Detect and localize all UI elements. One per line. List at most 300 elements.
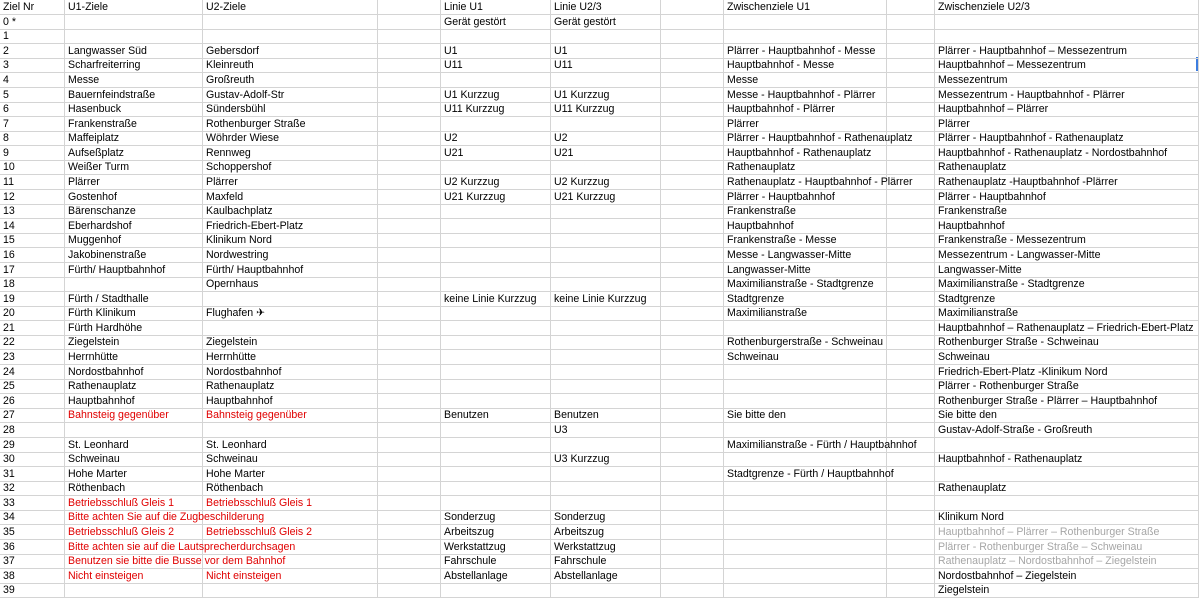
- cell-zwischenziel-u23[interactable]: Messezentrum - Langwasser-Mitte: [935, 248, 1199, 263]
- cell-u1-ziel[interactable]: Langwasser Süd: [65, 44, 203, 59]
- cell-empty[interactable]: [887, 277, 935, 292]
- cell-empty[interactable]: [378, 350, 441, 365]
- cell-linie-u1[interactable]: [441, 583, 551, 598]
- cell-u1-ziel[interactable]: Nordostbahnhof: [65, 365, 203, 380]
- cell-empty[interactable]: [887, 263, 935, 278]
- cell-empty[interactable]: [378, 44, 441, 59]
- cell-ziel-nr[interactable]: 25: [0, 379, 65, 394]
- cell-empty[interactable]: [661, 88, 724, 103]
- cell-linie-u1[interactable]: [441, 219, 551, 234]
- cell-linie-u23[interactable]: U1 Kurzzug: [551, 88, 661, 103]
- cell-linie-u23[interactable]: [551, 277, 661, 292]
- cell-u2-ziel[interactable]: Friedrich-Ebert-Platz: [203, 219, 378, 234]
- cell-u1-ziel[interactable]: Benutzen sie bitte die Busse vor dem Bahnhof: [65, 554, 203, 569]
- header-cell[interactable]: Linie U1: [441, 0, 551, 15]
- cell-empty[interactable]: [661, 510, 724, 525]
- cell-zwischenziel-u23[interactable]: Ziegelstein: [935, 583, 1199, 598]
- cell-empty[interactable]: [378, 510, 441, 525]
- cell-linie-u1[interactable]: [441, 452, 551, 467]
- cell-u1-ziel[interactable]: Bitte achten sie auf die Lautsprecherdurchsagen: [65, 540, 203, 555]
- cell-zwischenziel-u1[interactable]: Hauptbahnhof - Plärrer: [724, 102, 887, 117]
- cell-zwischenziel-u1[interactable]: [724, 481, 887, 496]
- cell-ziel-nr[interactable]: 0 *: [0, 15, 65, 30]
- cell-empty[interactable]: [661, 204, 724, 219]
- cell-u2-ziel[interactable]: [203, 29, 378, 44]
- cell-ziel-nr[interactable]: 3: [0, 58, 65, 73]
- header-cell[interactable]: [378, 0, 441, 15]
- cell-empty[interactable]: [887, 540, 935, 555]
- cell-empty[interactable]: [887, 569, 935, 584]
- cell-empty[interactable]: [378, 365, 441, 380]
- cell-linie-u1[interactable]: [441, 394, 551, 409]
- cell-empty[interactable]: [378, 540, 441, 555]
- cell-u1-ziel[interactable]: Fürth/ Hauptbahnhof: [65, 263, 203, 278]
- cell-empty[interactable]: [661, 350, 724, 365]
- cell-linie-u1[interactable]: [441, 467, 551, 482]
- cell-empty[interactable]: [378, 88, 441, 103]
- cell-empty[interactable]: [661, 321, 724, 336]
- cell-u1-ziel[interactable]: [65, 277, 203, 292]
- cell-u2-ziel[interactable]: Wöhrder Wiese: [203, 131, 378, 146]
- cell-zwischenziel-u1[interactable]: [724, 394, 887, 409]
- cell-empty[interactable]: [661, 365, 724, 380]
- cell-empty[interactable]: [887, 233, 935, 248]
- cell-u1-ziel[interactable]: Weißer Turm: [65, 160, 203, 175]
- cell-zwischenziel-u23[interactable]: [935, 15, 1199, 30]
- cell-empty[interactable]: [887, 146, 935, 161]
- cell-empty[interactable]: [887, 73, 935, 88]
- cell-u2-ziel[interactable]: Flughafen ✈: [203, 306, 378, 321]
- cell-linie-u23[interactable]: U1: [551, 44, 661, 59]
- cell-u2-ziel[interactable]: Röthenbach: [203, 481, 378, 496]
- cell-empty[interactable]: [661, 102, 724, 117]
- cell-zwischenziel-u23[interactable]: Friedrich-Ebert-Platz -Klinikum Nord: [935, 365, 1199, 380]
- cell-empty[interactable]: [661, 540, 724, 555]
- cell-ziel-nr[interactable]: 24: [0, 365, 65, 380]
- cell-linie-u1[interactable]: Sonderzug: [441, 510, 551, 525]
- cell-empty[interactable]: [887, 321, 935, 336]
- cell-linie-u1[interactable]: [441, 248, 551, 263]
- cell-zwischenziel-u1[interactable]: [724, 29, 887, 44]
- cell-zwischenziel-u23[interactable]: Langwasser-Mitte: [935, 263, 1199, 278]
- cell-empty[interactable]: [887, 350, 935, 365]
- cell-zwischenziel-u1[interactable]: Messe - Hauptbahnhof - Plärrer: [724, 88, 887, 103]
- cell-linie-u1[interactable]: U1 Kurzzug: [441, 88, 551, 103]
- cell-zwischenziel-u23[interactable]: Rothenburger Straße - Plärrer – Hauptbahnhof: [935, 394, 1199, 409]
- cell-u1-ziel[interactable]: Maffeiplatz: [65, 131, 203, 146]
- cell-ziel-nr[interactable]: 17: [0, 263, 65, 278]
- cell-ziel-nr[interactable]: 13: [0, 204, 65, 219]
- cell-empty[interactable]: [887, 204, 935, 219]
- cell-u1-ziel[interactable]: Betriebsschluß Gleis 1: [65, 496, 203, 511]
- cell-linie-u23[interactable]: [551, 233, 661, 248]
- cell-u2-ziel[interactable]: Fürth/ Hauptbahnhof: [203, 263, 378, 278]
- cell-empty[interactable]: [661, 554, 724, 569]
- cell-zwischenziel-u1[interactable]: Plärrer - Hauptbahnhof - Messe: [724, 44, 887, 59]
- cell-linie-u1[interactable]: U1: [441, 44, 551, 59]
- cell-linie-u23[interactable]: [551, 73, 661, 88]
- cell-linie-u1[interactable]: [441, 365, 551, 380]
- header-cell[interactable]: [661, 0, 724, 15]
- cell-u2-ziel[interactable]: [203, 583, 378, 598]
- cell-linie-u1[interactable]: [441, 306, 551, 321]
- cell-linie-u23[interactable]: [551, 481, 661, 496]
- cell-zwischenziel-u1[interactable]: Rathenauplatz - Hauptbahnhof - Plärrer: [724, 175, 887, 190]
- cell-linie-u1[interactable]: [441, 335, 551, 350]
- cell-zwischenziel-u23[interactable]: Frankenstraße: [935, 204, 1199, 219]
- cell-zwischenziel-u1[interactable]: Hauptbahnhof: [724, 219, 887, 234]
- cell-ziel-nr[interactable]: 4: [0, 73, 65, 88]
- cell-u2-ziel[interactable]: Rathenauplatz: [203, 379, 378, 394]
- cell-linie-u23[interactable]: [551, 263, 661, 278]
- cell-empty[interactable]: [661, 219, 724, 234]
- cell-empty[interactable]: [887, 467, 935, 482]
- cell-empty[interactable]: [661, 481, 724, 496]
- cell-empty[interactable]: [887, 58, 935, 73]
- cell-zwischenziel-u23[interactable]: Maximilianstraße: [935, 306, 1199, 321]
- cell-zwischenziel-u1[interactable]: [724, 496, 887, 511]
- cell-empty[interactable]: [661, 423, 724, 438]
- cell-linie-u23[interactable]: [551, 248, 661, 263]
- cell-zwischenziel-u1[interactable]: [724, 321, 887, 336]
- cell-u1-ziel[interactable]: Bauernfeindstraße: [65, 88, 203, 103]
- cell-linie-u1[interactable]: Abstellanlage: [441, 569, 551, 584]
- cell-empty[interactable]: [887, 379, 935, 394]
- cell-zwischenziel-u23[interactable]: Plärrer - Rothenburger Straße: [935, 379, 1199, 394]
- cell-zwischenziel-u1[interactable]: [724, 525, 887, 540]
- cell-u2-ziel[interactable]: [203, 423, 378, 438]
- cell-linie-u23[interactable]: U21 Kurzzug: [551, 190, 661, 205]
- cell-empty[interactable]: [661, 117, 724, 132]
- cell-u2-ziel[interactable]: Hohe Marter: [203, 467, 378, 482]
- cell-empty[interactable]: [661, 306, 724, 321]
- cell-empty[interactable]: [887, 423, 935, 438]
- cell-ziel-nr[interactable]: 15: [0, 233, 65, 248]
- cell-zwischenziel-u1[interactable]: Maximilianstraße - Fürth / Hauptbahnhof: [724, 438, 887, 453]
- cell-u2-ziel[interactable]: Nordwestring: [203, 248, 378, 263]
- cell-linie-u1[interactable]: [441, 321, 551, 336]
- cell-empty[interactable]: [378, 321, 441, 336]
- cell-zwischenziel-u23[interactable]: Klinikum Nord: [935, 510, 1199, 525]
- cell-linie-u1[interactable]: Benutzen: [441, 408, 551, 423]
- cell-zwischenziel-u1[interactable]: Plärrer: [724, 117, 887, 132]
- cell-empty[interactable]: [378, 452, 441, 467]
- cell-linie-u23[interactable]: U11: [551, 58, 661, 73]
- cell-empty[interactable]: [887, 583, 935, 598]
- cell-empty[interactable]: [378, 73, 441, 88]
- cell-empty[interactable]: [378, 117, 441, 132]
- cell-u1-ziel[interactable]: Messe: [65, 73, 203, 88]
- cell-linie-u23[interactable]: U11 Kurzzug: [551, 102, 661, 117]
- cell-u2-ziel[interactable]: [203, 15, 378, 30]
- cell-empty[interactable]: [887, 248, 935, 263]
- cell-empty[interactable]: [661, 58, 724, 73]
- cell-empty[interactable]: [887, 525, 935, 540]
- cell-ziel-nr[interactable]: 37: [0, 554, 65, 569]
- cell-empty[interactable]: [378, 15, 441, 30]
- cell-zwischenziel-u23[interactable]: [935, 438, 1199, 453]
- cell-linie-u23[interactable]: Abstellanlage: [551, 569, 661, 584]
- cell-empty[interactable]: [378, 335, 441, 350]
- cell-linie-u1[interactable]: keine Linie Kurzzug: [441, 292, 551, 307]
- cell-empty[interactable]: [887, 452, 935, 467]
- cell-ziel-nr[interactable]: 18: [0, 277, 65, 292]
- cell-empty[interactable]: [887, 102, 935, 117]
- cell-ziel-nr[interactable]: 33: [0, 496, 65, 511]
- cell-empty[interactable]: [887, 292, 935, 307]
- cell-u1-ziel[interactable]: Eberhardshof: [65, 219, 203, 234]
- cell-empty[interactable]: [887, 554, 935, 569]
- cell-u2-ziel[interactable]: Gebersdorf: [203, 44, 378, 59]
- cell-zwischenziel-u1[interactable]: [724, 540, 887, 555]
- cell-empty[interactable]: [378, 190, 441, 205]
- cell-u2-ziel[interactable]: Sündersbühl: [203, 102, 378, 117]
- cell-linie-u1[interactable]: U21: [441, 146, 551, 161]
- cell-u2-ziel[interactable]: Herrnhütte: [203, 350, 378, 365]
- cell-u1-ziel[interactable]: Plärrer: [65, 175, 203, 190]
- cell-linie-u1[interactable]: Fahrschule: [441, 554, 551, 569]
- cell-u2-ziel[interactable]: Bahnsteig gegenüber: [203, 408, 378, 423]
- cell-empty[interactable]: [378, 29, 441, 44]
- cell-u1-ziel[interactable]: Hasenbuck: [65, 102, 203, 117]
- cell-ziel-nr[interactable]: 8: [0, 131, 65, 146]
- cell-empty[interactable]: [887, 190, 935, 205]
- cell-zwischenziel-u23[interactable]: [935, 29, 1199, 44]
- cell-zwischenziel-u23[interactable]: Hauptbahnhof: [935, 219, 1199, 234]
- cell-ziel-nr[interactable]: 14: [0, 219, 65, 234]
- cell-linie-u23[interactable]: [551, 335, 661, 350]
- cell-empty[interactable]: [661, 131, 724, 146]
- cell-linie-u23[interactable]: [551, 29, 661, 44]
- cell-linie-u23[interactable]: [551, 160, 661, 175]
- cell-u2-ziel[interactable]: Schoppershof: [203, 160, 378, 175]
- cell-zwischenziel-u1[interactable]: Frankenstraße - Messe: [724, 233, 887, 248]
- cell-zwischenziel-u23[interactable]: Rathenauplatz: [935, 160, 1199, 175]
- cell-empty[interactable]: [661, 467, 724, 482]
- cell-zwischenziel-u1[interactable]: Hauptbahnhof - Messe: [724, 58, 887, 73]
- cell-empty[interactable]: [887, 15, 935, 30]
- cell-zwischenziel-u1[interactable]: [724, 365, 887, 380]
- cell-zwischenziel-u1[interactable]: Rothenburgerstraße - Schweinau: [724, 335, 887, 350]
- cell-empty[interactable]: [661, 233, 724, 248]
- cell-linie-u23[interactable]: keine Linie Kurzzug: [551, 292, 661, 307]
- cell-zwischenziel-u1[interactable]: [724, 554, 887, 569]
- cell-empty[interactable]: [378, 438, 441, 453]
- cell-linie-u23[interactable]: [551, 394, 661, 409]
- cell-empty[interactable]: [378, 102, 441, 117]
- cell-ziel-nr[interactable]: 36: [0, 540, 65, 555]
- cell-u1-ziel[interactable]: Nicht einsteigen: [65, 569, 203, 584]
- cell-ziel-nr[interactable]: 5: [0, 88, 65, 103]
- cell-zwischenziel-u1[interactable]: [724, 569, 887, 584]
- cell-zwischenziel-u1[interactable]: [724, 452, 887, 467]
- cell-zwischenziel-u23[interactable]: Stadtgrenze: [935, 292, 1199, 307]
- cell-ziel-nr[interactable]: 2: [0, 44, 65, 59]
- cell-u1-ziel[interactable]: Herrnhütte: [65, 350, 203, 365]
- cell-empty[interactable]: [378, 408, 441, 423]
- cell-empty[interactable]: [887, 335, 935, 350]
- cell-u1-ziel[interactable]: Bitte achten Sie auf die Zugbeschilderung: [65, 510, 203, 525]
- cell-empty[interactable]: [661, 146, 724, 161]
- cell-u1-ziel[interactable]: [65, 423, 203, 438]
- cell-empty[interactable]: [661, 335, 724, 350]
- cell-empty[interactable]: [887, 44, 935, 59]
- cell-linie-u1[interactable]: [441, 481, 551, 496]
- cell-zwischenziel-u1[interactable]: Hauptbahnhof - Rathenauplatz: [724, 146, 887, 161]
- cell-empty[interactable]: [661, 15, 724, 30]
- cell-empty[interactable]: [378, 554, 441, 569]
- cell-ziel-nr[interactable]: 1: [0, 29, 65, 44]
- cell-ziel-nr[interactable]: 23: [0, 350, 65, 365]
- cell-linie-u1[interactable]: Werkstattzug: [441, 540, 551, 555]
- header-cell[interactable]: Ziel Nr: [0, 0, 65, 15]
- cell-zwischenziel-u23[interactable]: Frankenstraße - Messezentrum: [935, 233, 1199, 248]
- cell-u2-ziel[interactable]: Maxfeld: [203, 190, 378, 205]
- cell-u1-ziel[interactable]: Bärenschanze: [65, 204, 203, 219]
- cell-zwischenziel-u1[interactable]: Sie bitte den: [724, 408, 887, 423]
- cell-u1-ziel[interactable]: [65, 583, 203, 598]
- cell-zwischenziel-u23[interactable]: Plärrer - Hauptbahnhof - Rathenauplatz: [935, 131, 1199, 146]
- cell-empty[interactable]: [661, 29, 724, 44]
- cell-u2-ziel[interactable]: Nordostbahnhof: [203, 365, 378, 380]
- cell-linie-u23[interactable]: Sonderzug: [551, 510, 661, 525]
- cell-empty[interactable]: [661, 277, 724, 292]
- cell-empty[interactable]: [661, 263, 724, 278]
- cell-u1-ziel[interactable]: Gostenhof: [65, 190, 203, 205]
- cell-u1-ziel[interactable]: Fürth / Stadthalle: [65, 292, 203, 307]
- cell-ziel-nr[interactable]: 12: [0, 190, 65, 205]
- cell-empty[interactable]: [661, 452, 724, 467]
- cell-linie-u1[interactable]: Arbeitszug: [441, 525, 551, 540]
- cell-linie-u23[interactable]: U2 Kurzzug: [551, 175, 661, 190]
- cell-empty[interactable]: [661, 496, 724, 511]
- cell-u2-ziel[interactable]: Betriebsschluß Gleis 2: [203, 525, 378, 540]
- cell-u1-ziel[interactable]: Frankenstraße: [65, 117, 203, 132]
- cell-linie-u1[interactable]: U2: [441, 131, 551, 146]
- cell-u1-ziel[interactable]: Jakobinenstraße: [65, 248, 203, 263]
- cell-zwischenziel-u1[interactable]: Maximilianstraße - Stadtgrenze: [724, 277, 887, 292]
- cell-empty[interactable]: [378, 219, 441, 234]
- header-cell[interactable]: U2-Ziele: [203, 0, 378, 15]
- cell-u1-ziel[interactable]: [65, 29, 203, 44]
- cell-u2-ziel[interactable]: Kleinreuth: [203, 58, 378, 73]
- cell-zwischenziel-u23[interactable]: Gustav-Adolf-Straße - Großreuth: [935, 423, 1199, 438]
- cell-linie-u1[interactable]: U11 Kurzzug: [441, 102, 551, 117]
- cell-linie-u1[interactable]: [441, 423, 551, 438]
- cell-empty[interactable]: [378, 496, 441, 511]
- cell-empty[interactable]: [378, 481, 441, 496]
- cell-u1-ziel[interactable]: Fürth Klinikum: [65, 306, 203, 321]
- cell-empty[interactable]: [661, 44, 724, 59]
- cell-linie-u23[interactable]: Werkstattzug: [551, 540, 661, 555]
- cell-zwischenziel-u23[interactable]: Hauptbahnhof - Rathenauplatz - Nordostbahnhof: [935, 146, 1199, 161]
- cell-zwischenziel-u1[interactable]: [724, 379, 887, 394]
- cell-u2-ziel[interactable]: Gustav-Adolf-Str: [203, 88, 378, 103]
- cell-empty[interactable]: [378, 525, 441, 540]
- cell-u2-ziel[interactable]: Ziegelstein: [203, 335, 378, 350]
- cell-linie-u1[interactable]: [441, 438, 551, 453]
- cell-ziel-nr[interactable]: 31: [0, 467, 65, 482]
- cell-empty[interactable]: [378, 467, 441, 482]
- cell-empty[interactable]: [661, 525, 724, 540]
- cell-linie-u1[interactable]: [441, 73, 551, 88]
- cell-linie-u23[interactable]: [551, 496, 661, 511]
- cell-zwischenziel-u23[interactable]: Schweinau: [935, 350, 1199, 365]
- header-cell[interactable]: [887, 0, 935, 15]
- cell-empty[interactable]: [378, 248, 441, 263]
- cell-empty[interactable]: [661, 73, 724, 88]
- cell-zwischenziel-u23[interactable]: Rathenauplatz: [935, 481, 1199, 496]
- cell-ziel-nr[interactable]: 10: [0, 160, 65, 175]
- cell-ziel-nr[interactable]: 9: [0, 146, 65, 161]
- cell-u1-ziel[interactable]: Rathenauplatz: [65, 379, 203, 394]
- cell-ziel-nr[interactable]: 19: [0, 292, 65, 307]
- cell-u1-ziel[interactable]: Betriebsschluß Gleis 2: [65, 525, 203, 540]
- cell-empty[interactable]: [661, 160, 724, 175]
- cell-empty[interactable]: [378, 233, 441, 248]
- cell-ziel-nr[interactable]: 30: [0, 452, 65, 467]
- cell-zwischenziel-u1[interactable]: Stadtgrenze: [724, 292, 887, 307]
- cell-u2-ziel[interactable]: [203, 321, 378, 336]
- cell-empty[interactable]: [661, 394, 724, 409]
- cell-u2-ziel[interactable]: Betriebsschluß Gleis 1: [203, 496, 378, 511]
- cell-linie-u1[interactable]: U2 Kurzzug: [441, 175, 551, 190]
- cell-empty[interactable]: [887, 29, 935, 44]
- cell-empty[interactable]: [661, 292, 724, 307]
- cell-u1-ziel[interactable]: Bahnsteig gegenüber: [65, 408, 203, 423]
- cell-empty[interactable]: [887, 481, 935, 496]
- cell-u1-ziel[interactable]: Fürth Hardhöhe: [65, 321, 203, 336]
- cell-linie-u23[interactable]: [551, 219, 661, 234]
- cell-empty[interactable]: [378, 569, 441, 584]
- cell-linie-u1[interactable]: [441, 233, 551, 248]
- cell-empty[interactable]: [887, 160, 935, 175]
- header-cell[interactable]: Linie U2/3: [551, 0, 661, 15]
- cell-zwischenziel-u23[interactable]: Messezentrum: [935, 73, 1199, 88]
- cell-empty[interactable]: [378, 277, 441, 292]
- cell-zwischenziel-u1[interactable]: Rathenauplatz: [724, 160, 887, 175]
- cell-linie-u1[interactable]: [441, 277, 551, 292]
- cell-linie-u23[interactable]: U3: [551, 423, 661, 438]
- cell-empty[interactable]: [378, 204, 441, 219]
- cell-linie-u23[interactable]: U2: [551, 131, 661, 146]
- cell-ziel-nr[interactable]: 20: [0, 306, 65, 321]
- cell-u2-ziel[interactable]: Großreuth: [203, 73, 378, 88]
- cell-zwischenziel-u1[interactable]: Frankenstraße: [724, 204, 887, 219]
- cell-u1-ziel[interactable]: Ziegelstein: [65, 335, 203, 350]
- cell-linie-u23[interactable]: U21: [551, 146, 661, 161]
- cell-zwischenziel-u1[interactable]: Schweinau: [724, 350, 887, 365]
- cell-zwischenziel-u1[interactable]: [724, 583, 887, 598]
- cell-linie-u1[interactable]: [441, 160, 551, 175]
- cell-u2-ziel[interactable]: [203, 292, 378, 307]
- cell-empty[interactable]: [887, 365, 935, 380]
- cell-linie-u23[interactable]: U3 Kurzzug: [551, 452, 661, 467]
- cell-linie-u1[interactable]: U11: [441, 58, 551, 73]
- cell-empty[interactable]: [661, 438, 724, 453]
- cell-zwischenziel-u23[interactable]: [935, 467, 1199, 482]
- cell-zwischenziel-u23[interactable]: Rathenauplatz – Nordostbahnhof – Ziegelstein: [935, 554, 1199, 569]
- cell-zwischenziel-u1[interactable]: Messe: [724, 73, 887, 88]
- cell-linie-u1[interactable]: U21 Kurzzug: [441, 190, 551, 205]
- cell-empty[interactable]: [378, 58, 441, 73]
- cell-empty[interactable]: [887, 394, 935, 409]
- cell-ziel-nr[interactable]: 11: [0, 175, 65, 190]
- cell-u2-ziel[interactable]: St. Leonhard: [203, 438, 378, 453]
- cell-zwischenziel-u23[interactable]: Maximilianstraße - Stadtgrenze: [935, 277, 1199, 292]
- cell-linie-u1[interactable]: Gerät gestört: [441, 15, 551, 30]
- cell-linie-u1[interactable]: [441, 117, 551, 132]
